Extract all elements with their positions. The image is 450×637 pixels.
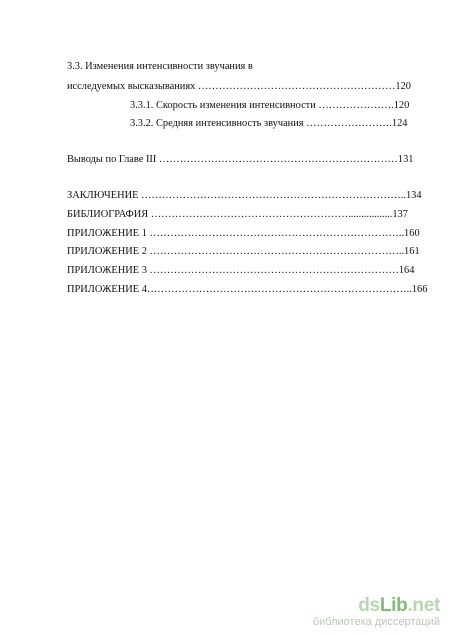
logo-net-text: .net bbox=[407, 595, 440, 616]
watermark-caption: библиотека диссертаций bbox=[312, 616, 440, 628]
toc-chapter-3-conclusions-entry: Выводы по Главе III ……………………………………………………………131 bbox=[67, 154, 414, 165]
toc-appendix-2-entry: ПРИЛОЖЕНИЕ 2 ………………………………………………………………..161 bbox=[67, 246, 420, 257]
toc-appendix-1-entry: ПРИЛОЖЕНИЕ 1 ………………………………………………………………..160 bbox=[67, 228, 420, 239]
dslib-logo bbox=[313, 596, 440, 616]
toc-section-3-3-1-entry: 3.3.1. Скорость изменения интенсивности ………………….120 bbox=[130, 100, 410, 111]
toc-bibliography-entry: БИБЛИОГРАФИЯ ………………………………………………….................137 bbox=[67, 209, 408, 220]
toc-conclusion-entry: ЗАКЛЮЧЕНИЕ …………………………………………………………………..134 bbox=[67, 190, 422, 201]
toc-section-3-3-title: 3.3. Изменения интенсивности звучания в bbox=[67, 61, 253, 72]
toc-section-3-3-2-entry: 3.3.2. Средняя интенсивность звучания …………………….124 bbox=[130, 118, 408, 129]
toc-appendix-3-entry: ПРИЛОЖЕНИЕ 3 ………………………………………………………………164 bbox=[67, 265, 415, 276]
dslib-watermark bbox=[313, 596, 440, 629]
toc-section-3-3-entry: исследуемых высказываниях …………………………………………………120 bbox=[67, 81, 411, 92]
toc-appendix-4-entry: ПРИЛОЖЕНИЕ 4…………………………………………………………………..166 bbox=[67, 284, 428, 295]
logo-ds-text: ds bbox=[358, 595, 380, 616]
logo-lib-text: Lib bbox=[379, 595, 408, 616]
